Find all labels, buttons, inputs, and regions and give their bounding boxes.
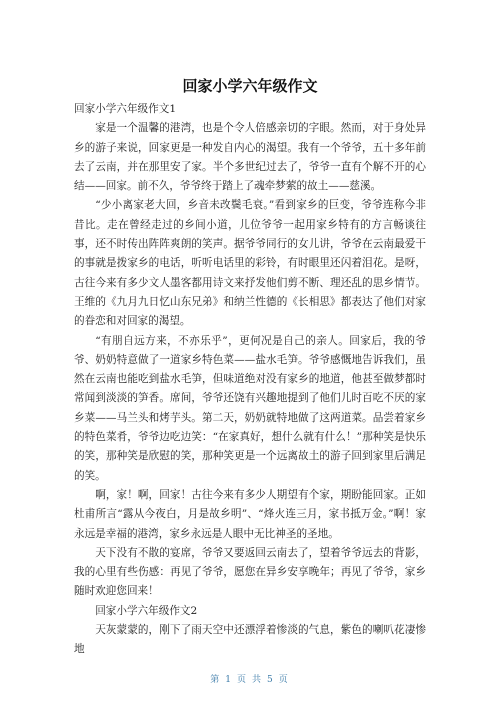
page-footer xyxy=(0,674,500,686)
paragraph-3: “有朋自远方来，不亦乐乎”，更何况是自己的亲人。回家后，我的爷爷、奶奶特意做了一道家乡特色菜——盐水毛笋。爷爷感慨地告诉我们，虽然在云南也能吃到盐水毛笋，但味道绝对没有家乡的地道，他甚至做梦都时常闻到淡淡的笋香。席间，爷爷还饶有兴趣地提到了他们儿时百吃不厌的家乡菜——马兰头和烤芋头。第二天，奶奶就特地做了这两道菜。品尝着家乡的特色菜肴，爷爷边吃边笑：“在家真好，想什么就有什么！”那种笑是快乐的笑，那种笑是欣慰的笑，那种笑更是一个远离故土的游子回到家里后满足的笑。 xyxy=(74,334,426,482)
footer-page-number: 1 xyxy=(225,675,233,685)
paragraph-4: 啊，家！啊，回家！古往今来有多少人期望有个家，期盼能回家。正如杜甫所言“露从今夜白，月是故乡明”、“烽火连三月，家书抵万金。”啊！家永远是幸福的港湾，家乡永远是人眼中无比神圣的圣地。 xyxy=(74,488,426,540)
footer-suffix: 页 xyxy=(278,675,290,685)
paragraph-6-partial: 天灰蒙蒙的，刚下了雨天空中还漂浮着惨淡的气息，紫色的喇叭花凄惨地 xyxy=(74,624,426,656)
document-body xyxy=(74,100,426,660)
section-heading-1: 回家小学六年级作文1 xyxy=(74,103,177,115)
paragraph-1: 家是一个温馨的港湾，也是个令人倍感亲切的字眼。然而，对于身处异乡的游子来说，回家更是一种发自内心的渴望。我有一个爷爷，五十多年前去了云南，并在那里安了家。半个多世纪过去了，爷爷一直有个解不开的心结——回家。前不久，爷爷终于踏上了魂牵梦萦的故土——慈溪。 xyxy=(74,122,426,193)
paragraph-5: 天下没有不散的宴席，爷爷又要返回云南去了，望着爷爷远去的背影，我的心里有些伤感：再见了爷爷，愿您在异乡安享晚年；再见了爷爷，家乡随时欢迎您回来！ xyxy=(74,546,426,598)
footer-total-pages: 5 xyxy=(267,675,275,685)
section-heading-2: 回家小学六年级作文2 xyxy=(95,604,198,617)
paragraph-2: “少小离家老大回，乡音未改鬓毛衰。”看到家乡的巨变，爷爷连称今非昔比。走在曾经走过的乡间小道，儿位爷爷一起用家乡特有的方言畅谈往事，还不时传出阵阵爽朗的笑声。据爷爷同行的女儿讲，爷爷在云南最爱干的事就是拨家乡的电话，听听电话里的彩铃，有时眼里还闪着泪花。是呀，古往今来有多少文人墨客都用诗文来抒发他们剪不断、理还乱的思乡情节。王维的《九月九日忆山东兄弟》和纳兰性德的《长相思》都表达了他们对家的眷恋和对回家的渴望。 xyxy=(74,199,426,328)
document-title: 回家小学六年级作文 xyxy=(182,77,318,95)
footer-prefix: 第 xyxy=(210,675,222,685)
footer-page-label: 页 xyxy=(236,675,248,685)
footer-total-prefix: 共 xyxy=(252,675,264,685)
